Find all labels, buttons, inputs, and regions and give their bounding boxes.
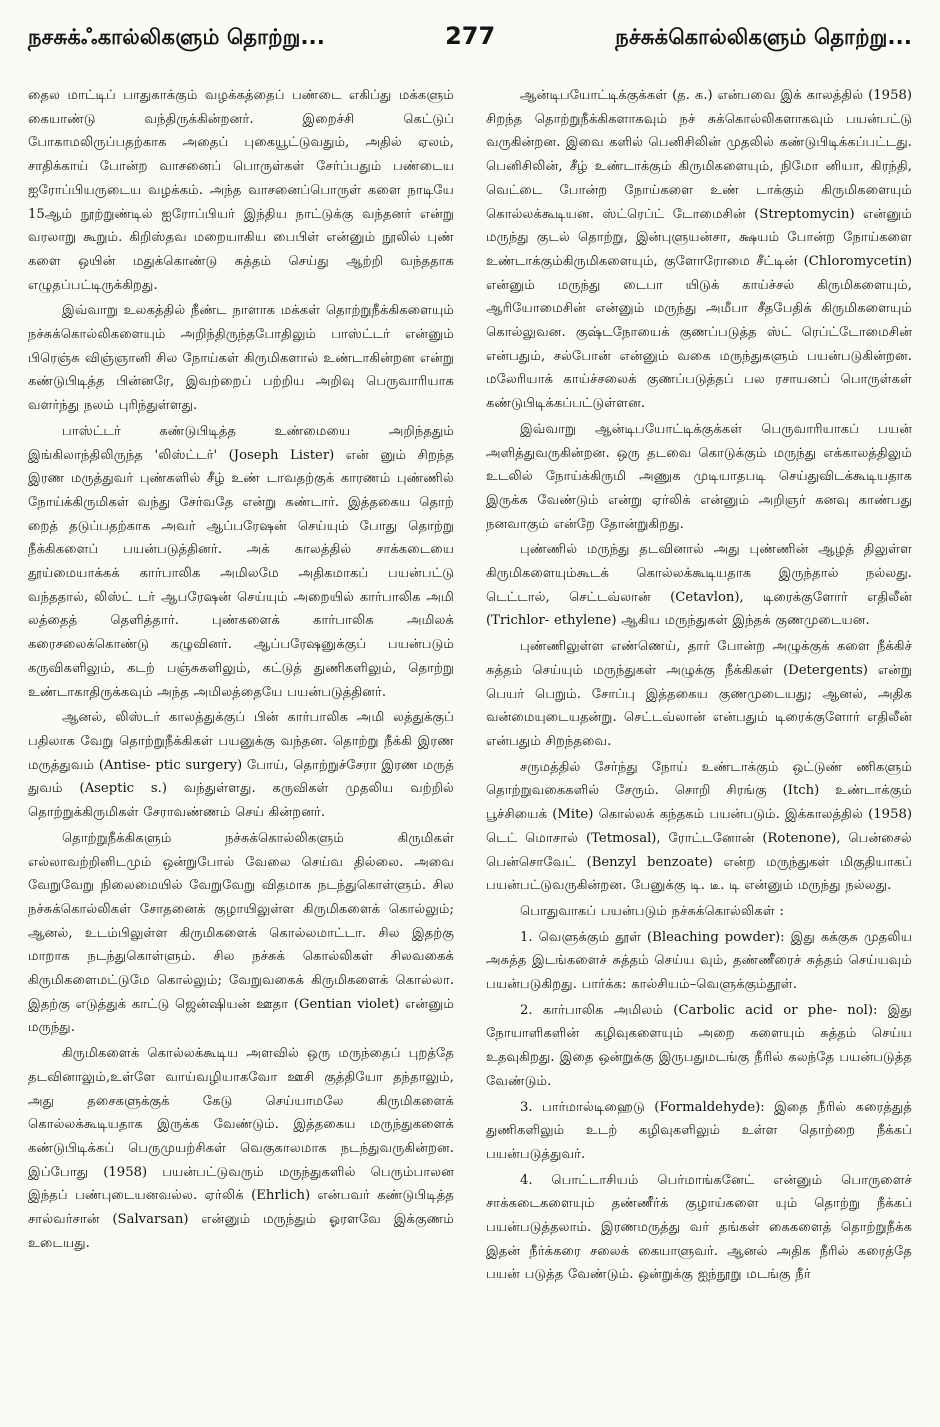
paragraph: தொற்றுநீக்கிகளும் நச்சுக்கொல்லிகளும் கிருமிகள் எல்லாவற்றினிடமும் ஒன்றுபோல் வேலை செய்வ தில்லை. அவை வேறுவேறு நிலைமையில் வேறுவேறு விதமாக நடந்துகொள்ளும். சில நச்சுக்கொல்லிகள் சோதனைக் குழாயிலுள்ள கிருமிகளைக் கொல்லும்; ஆனல், உடம்பிலுள்ள கிருமிகளைக் கொல்லமாட்டா. சில இதற்கு மாறாக நடந்துகொள்ளும். சில நச்சுக் கொல்லிகள் சிலவகைக் கிருமிகளைமட்டுமே கொல்லும்; வேறுவகைக் கிருமிகளைக் கொல்லா. இதற்கு எடுத்துக் காட்டு ஜென்ஷியன் ஊதா (Gentian violet) என்னும் மருந்து. — [28, 830, 454, 1036]
running-title-right: நச்சுக்கொல்லிகளும் தொற்று... — [615, 25, 912, 49]
paragraph: ஆன்டிபயோட்டிக்குக்கள் (த. க.) என்பவை இக் காலத்தில் (1958) சிறந்த தொற்றுநீக்கிகளாகவும் நச் சுக்கொல்லிகளாகவும் பயன்பட்டு வருகின்றன. இவை களில் பெனிசிலின் முதலில் கண்டுபிடிக்கப்பட்டது. பெனிசிலின், சீழ் உண்டாக்கும் கிருமிகளையும், நிமோ னியா, கிரந்தி, வெட்டை போன்ற நோய்களை உண் டாக்கும் கிருமிகளையும் கொல்லக்கூடியன. ஸ்ட்ரெப்ட் டோமைசின் (Streptomycin) என்னும் மருந்து குடல் தொற்று, இன்புளுயன்சா, க்ஷயம் போன்ற நோய்களை உண்டாக்கும்கிருமிகளையும், குளோரோமை சீட்டின் (Chloromycetin) என்னும் மருந்து டைபா யிடுக் காய்ச்சல் கிருமிகளையும், ஆரியோமைசின் என்னும் மருந்து அமீபா சீதபேதிக் கிருமிகளையும் கொல்லுவன. குஷ்டநோயைக் குணப்படுத்த ஸ்ட் ரெப்ட்டோமைசின் என்பதும், சல்போன் என்னும் வகை மருந்துகளும் பயன்படுகின்றன. மலேரியாக் காய்ச்சலைக் குணப்படுத்தப் பல ரசாயனப் பொருள்கள் கண்டுபிடிக்கப்பட்டுள்ளன. — [486, 88, 912, 412]
paragraph: கிருமிகளைக் கொல்லக்கூடிய அளவில் ஒரு மருந்தைப் புறத்தே தடவினாலும்,உள்ளே வாய்வழியாகவோ ஊசி குத்தியோ தந்தாலும், அது தசைகளுக்குக் கேடு செய்யாமலே கிருமிகளைக் கொல்லக்கூடியதாக இருக்க வேண்டும். இத்தகைய மருந்துகளைக் கண்டுபிடிக்கப் பெருமுயற்சிகள் வெகுகாலமாக நடந்துவருகின்றன. இப்போது (1958) பயன்பட்டுவரும் மருந்துகளில் பெரும்பாலன இந்தப் பண்புடையனவல்ல. ஏர்லிக் (Ehrlich) என்பவர் கண்டுபிடித்த சால்வர்சான் (Salvarsan) என்னும் மருந்தும் ஓரளவே இக்குணம் உடையது. — [28, 1046, 454, 1251]
list-item: 3. பார்மால்டிஹைடு (Formaldehyde): இதை நீரில் கரைத்துத் துணிகளிலும் உடற் கழிவுகளிலும் உள்ள தொற்றை நீக்கப் பயன்படுத்துவர். — [486, 1099, 912, 1162]
paragraph: புண்ணிலுள்ள எண்ணெய், தார் போன்ற அழுக்குக் களை நீக்கிச் சுத்தம் செய்யும் மருந்துகள் அழுக்கு நீக்கிகள் (Detergents) என்று பெயர் பெறும். சோப்பு இத்தகைய குணமுடையது; ஆனல், அதிக வன்மையுடையதன்று. செட்டவ்லான் என்பதும் டிரைக்குளோர் எதிலீன் என்பதும் சிறந்தவை. — [486, 639, 912, 749]
paragraph: இவ்வாறு உலகத்தில் நீண்ட நாளாக மக்கள் தொற்றுநீக்கிகளையும் நச்சுக்கொல்லிகளையும் அறிந்திருந்தபோதிலும் பாஸ்ட்டர் என்னும் பிரெஞ்சு விஞ்ஞானி சில நோய்கள் கிருமிகளால் உண்டாகின்றன என்று கண்டுபிடித்த பின்னரே, இவற்றைப் பற்றிய அறிவு பெருவாரியாக வளர்ந்து நலம் புரிந்துள்ளது. — [28, 303, 454, 414]
left-column — [28, 84, 454, 1287]
paragraph: பாஸ்ட்டர் கண்டுபிடித்த உண்மையை அறிந்ததும் இங்கிலாந்திலிருந்த 'லிஸ்ட்டர்' (Joseph Lister) என் னும் சிறந்த இரண மருத்துவர் புண்களில் சீழ் உண் டாவதற்குக் காரணம் புண்ணில் நோய்க்கிருமிகள் வந்து சேர்வதே என்று கண்டார். இத்தகைய தொற் றைத் தடுப்பதற்காக அவர் ஆப்பரேஷன் செய்யும் போது தொற்று நீக்கிகளைப் பயன்படுத்தினர். அக் காலத்தில் சாக்கடையை தூய்மையாக்கக் கார்பாலிக அமிலமே அதிகமாகப் பயன்பட்டு வந்ததால், லிஸ்ட் டர் ஆபரேஷன் செய்யும் அறையில் கார்பாலிக அமி லத்தைத் தெளித்தார். புண்களைக் கார்பாலிக அமிலக் கரைசலைக்கொண்டு கழுவினர். ஆப்பரேஷனுக்குப் பயன்படும் கருவிகளிலும், கடற் பஞ்சுகளிலும், கட்டுத் துணிகளிலும், தொற்று உண்டாகாதிருக்கவும் அந்த அமிலத்தையே பயன்படுத்தினர். — [28, 423, 454, 700]
paragraph: ஆனல், லிஸ்டர் காலத்துக்குப் பின் கார்பாலிக அமி லத்துக்குப் பதிலாக வேறு தொற்றுநீக்கிகள் பயனுக்கு வந்தன. தொற்று நீக்கி இரண மருத்துவம் (Antise- ptic surgery) போய், தொற்றுச்சேரா இரண மருத் துவம் (Aseptic s.) வந்துள்ளது. கருவிகள் முதலிய வற்றில் தொற்றுக்கிருமிகள் சேராவண்ணம் செய் கின்றனர். — [28, 710, 454, 821]
paragraph: இவ்வாறு ஆன்டிபயோட்டிக்குக்கள் பெருவாரியாகப் பயன் அளித்துவருகின்றன. ஒரு தடவை கொடுக்கும் மருந்து எக்காலத்திலும் உடலில் நோய்க்கிருமி அணுக முடியாதபடி செய்துவிடக்கூடியதாக இருக்க வேண்டும் என்று ஏர்லிக் என்னும் அறிஞர் கனவு காண்பது நனவாகும் என்றே தோன்றுகிறது. — [486, 421, 912, 532]
list-item: 4. பொட்டாசியம் பெர்மாங்கனேட் என்னும் பொருளைச் சாக்கடைகளையும் தண்ணீர்க் குழாய்களை யும் தொற்று நீக்கப் பயன்படுத்தலாம். இரணமருத்து வர் தங்கள் கைகளைத் தொற்றுநீக்க இதன் நீர்க்கரை சலைக் கையாளுவர். ஆனல் அதிக நீரில் கரைத்தே பயன் படுத்த வேண்டும். ஒன்றுக்கு ஐந்நூறு மடங்கு நீர் — [486, 1172, 912, 1283]
page-header — [28, 22, 912, 62]
list-heading: பொதுவாகப் பயன்படும் நச்சுக்கொல்லிகள் : — [520, 903, 784, 919]
list-item: 2. கார்பாலிக அமிலம் (Carbolic acid or phe- nol): இது நோயாளிகளின் கழிவுகளையும் அறை களையும் சுத்தம் செய்ய உதவுகிறது. இதை ஒன்றுக்கு இருபதுமடங்கு நீரில் கலந்தே பயன்படுத்த வேண்டும். — [486, 1002, 912, 1089]
page-number: 277 — [445, 22, 496, 50]
text-columns — [28, 84, 912, 1287]
paragraph: புண்ணில் மருந்து தடவினால் அது புண்ணின் ஆழத் திலுள்ள கிருமிகளையும்கூடக் கொல்லக்கூடியதாக இருந்தால் நல்லது. டெட்டால், செட்டவ்லான் (Cetavlon), டிரைக்குளோர் எதிலீன் (Trichlor- ethylene) ஆகிய மருந்துகள் இந்தக் குணமுடையன. — [486, 542, 912, 629]
running-title-left: நசசுக்ஃகால்லிகளும் தொற்று... — [28, 25, 326, 49]
list-item: 1. வெளுக்கும் தூள் (Bleaching powder): இது கக்குசு முதலிய அசுத்த இடங்களைச் சுத்தம் செய்ய வும், தண்ணீரைச் சுத்தம் செய்யவும் பயன்படுகிறது. பார்க்க: கால்சியம்–வெளுக்கும்தூள். — [486, 929, 912, 993]
right-column — [486, 84, 912, 1287]
paragraph: தைல மாட்டிப் பாதுகாக்கும் வழக்கத்தைப் பண்டை எகிப்து மக்களும் கையாண்டு வந்திருக்கின்றனர். இறைச்சி கெட்டுப் போகாமலிருப்பதற்காக அதைப் புகையூட்டுவதும், அதில் ஏலம், சாதிக்காய் போன்ற வாசனைப் பொருள்கள் சேர்ப்பதும் பண்டைய ஐரோப்பியருடைய வழக்கம். அந்த வாசனைப்பொருள் களை நாடியே 15ஆம் நூற்றுண்டில் ஐரோப்பியர் இந்திய நாட்டுக்கு வந்தனர் என்று வரலாறு கூறும். கிறிஸ்தவ மறையாகிய பைபிள் என்னும் நூலில் புண் களை ஒயின் மதுக்கொண்டு சுத்தம் செய்து ஆற்றி வந்ததாக எழுதப்பட்டிருக்கிறது. — [28, 88, 454, 293]
paragraph: சருமத்தில் சேர்ந்து நோய் உண்டாக்கும் ஒட்டுண் ணிகளும் தொற்றுவகைகளில் சேரும். சொறி சிரங்கு (Itch) உண்டாக்கும் பூச்சியைக் (Mite) கொல்லக் கந்தகம் பயன்படும். இக்காலத்தில் (1958) டெட் மொசால் (Tetmosal), ரோட்டனோன் (Rotenone), பென்சைல் பென்சொவேட் (Benzyl benzoate) என்ற மருந்துகள் மிகுதியாகப் பயன்பட்டுவருகின்றன. பேனுக்கு டி. டீ. டி என்னும் மருந்து நல்லது. — [486, 759, 912, 894]
